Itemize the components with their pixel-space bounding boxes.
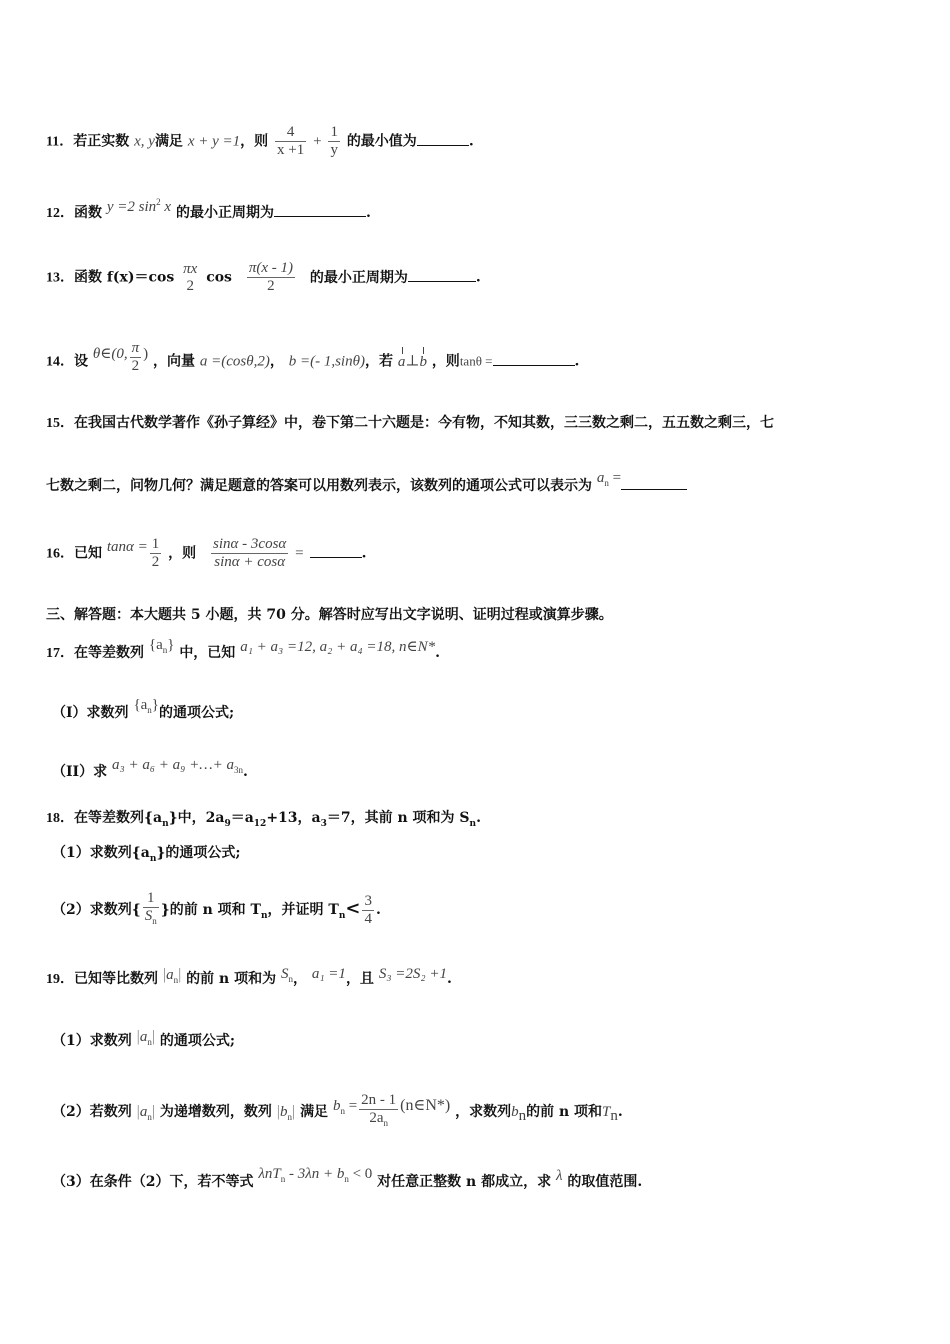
fraction: $\frac{2n - 1}{2a_n}$ — [361, 1092, 397, 1128]
question-15-line-1: 15．在我国古代数学著作《孙子算经》中，卷下第二十六题是：今有物，不知其数，三三数之剩二，五五数之剩三，七 — [46, 415, 774, 431]
question-11: 11．若正实数 x, y满足 x + y =1，则 $\frac{4}{x +1}$ + $\frac{1}{y}$ 的最小值为 . — [46, 124, 474, 158]
question-14: 14．设 θ∈(0, $\frac{\pi}{2}$ ) ，向量 a =(cosθ,2)， b =(- 1,sinθ)，若 a⊥b ，则tanθ = . — [46, 340, 580, 374]
fraction: $\frac{\pi}{2}$ — [131, 340, 140, 374]
answer-blank[interactable] — [310, 545, 362, 558]
question-13: 13．函数 f(x)＝cos πx 2 cos $\frac{\pi(x - 1)}{2}$ 的最小正周期为 . — [46, 260, 481, 294]
question-17-part-1: （I）求数列 $\{a_n\}$的通项公式; — [52, 697, 235, 721]
question-17: 17．在等差数列 $\{a_n\}$ 中，已知 a₁ + a₃ =12, a₂ + a₄ =18, n∈N*. — [46, 637, 441, 661]
fraction: πx 2 — [183, 260, 198, 294]
question-15-line-2: 七数之剩二，问物几何？满足题意的答案可以用数列表示，该数列的通项公式可以表示为 $a_n$ = — [46, 476, 687, 501]
answer-blank[interactable] — [417, 133, 469, 146]
question-19-part-3: （3）在条件（2）下，若不等式 $\lambda nT_n - 3\lambda n + b_n < 0$ 对任意正整数 n 都成立，求 λ 的取值范围. — [52, 1166, 643, 1190]
answer-blank[interactable] — [621, 477, 687, 490]
question-18-part-1: （1）求数列$\{a_n\}$的通项公式; — [52, 845, 241, 864]
question-18: 18．在等差数列$\{a_n\}$中，$2a_9=a_{12}+13$，$a_3=7$，其前 n 项和为 $S_n$. — [46, 810, 481, 829]
fraction: $\frac{\sin\alpha - 3\cos\alpha}{\sin\alpha + \cos\alpha}$ — [213, 536, 287, 570]
answer-blank[interactable] — [493, 353, 575, 366]
question-19-part-2: （2）若数列 $|a_n|$ 为递增数列，数列 $|b_n|$ 满足 $b_n$ = $\frac{2n - 1}{2a_n}$ (n∈N*) ，求数列$b_n$的前 n 项和$T_n$. — [52, 1092, 623, 1132]
question-16: 16．已知 tanα = $\frac{1}{2}$ ，则 $\frac{\sin\alpha - 3\cos\alpha}{\sin\alpha + \cos\alpha}$ = . — [46, 536, 367, 570]
fraction: $\frac{4}{x +1}$ — [277, 124, 305, 158]
fraction: $\frac{3}{4}$ — [364, 892, 372, 927]
fraction: $\frac{\pi(x - 1)}{2}$ — [248, 260, 293, 294]
question-12: 12．函数 y =2 $\sin^2 x$ 的最小正周期为 . — [46, 197, 371, 221]
fraction: $\frac{1}{y}$ — [330, 124, 338, 158]
fraction: $\frac{1}{S_n}$ — [144, 890, 157, 926]
question-19-part-1: （1）求数列 $|a_n|$ 的通项公式; — [52, 1028, 236, 1049]
question-17-part-2: （II）求 a₃ + a₆ + a₉ +…+ $a_{3n}$. — [52, 757, 248, 780]
question-19: 19．已知等比数列 $|a_n|$ 的前 n 项和为 $S_n$， a₁ =1，且 S₃ =2S₂ +1. — [46, 966, 452, 987]
answer-blank[interactable] — [274, 204, 366, 217]
answer-blank[interactable] — [408, 269, 476, 282]
question-18-part-2: （2）求数列{ $\frac{1}{S_n}$ }的前 n 项和 $T_n$，并证明 $T_n<$ $\frac{3}{4}$ . — [52, 890, 381, 930]
section-3-heading: 三、解答题：本大题共 5 小题，共 70 分。解答时应写出文字说明、证明过程或演算步骤。 — [46, 607, 613, 623]
fraction: $\frac{1}{2}$ — [151, 536, 160, 570]
